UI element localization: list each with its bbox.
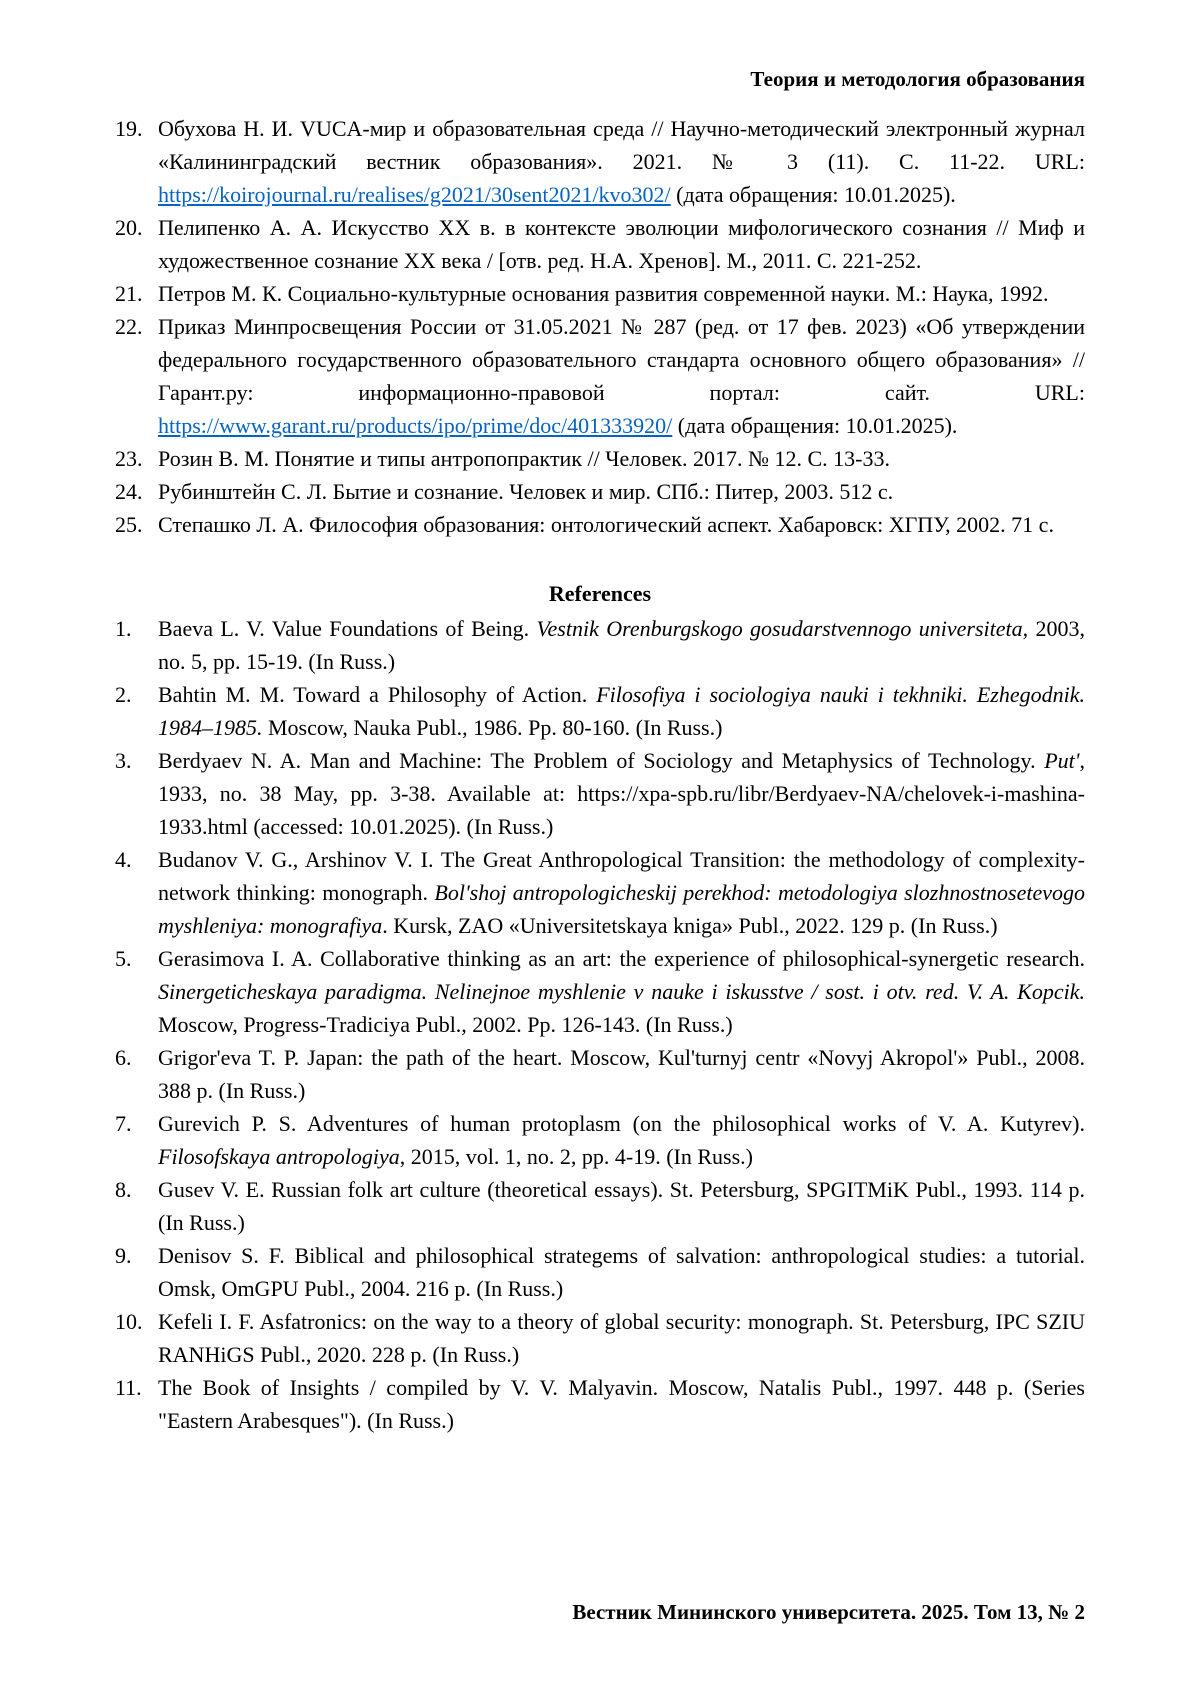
- reference-text-segment: Приказ Минпросвещения России от 31.05.2021 № 287 (ред. от 17 фев. 2023) «Об утверждении федерального государственного образовательного стандарта основного общего образования» // Гарант.ру: информационно-правовой портал: сайт. URL:: [158, 314, 1085, 405]
- reference-number: 9.: [115, 1243, 132, 1268]
- reference-text-segment: Gusev V. E. Russian folk art culture (theoretical essays). St. Petersburg, SPGITMiK Publ., 1993. 114 p. (In Russ.): [158, 1177, 1085, 1235]
- reference-item: [115, 843, 1085, 942]
- reference-text-segment: Moscow, Progress-Tradiciya Publ., 2002. Pp. 126-143. (In Russ.): [158, 1012, 733, 1037]
- reference-number: 8.: [115, 1177, 132, 1202]
- reference-number: 1.: [115, 616, 132, 641]
- reference-source-title: Filosofskaya antropologiya: [158, 1144, 400, 1169]
- reference-text-segment: Grigor'eva T. P. Japan: the path of the heart. Moscow, Kul'turnyj centr «Novyj Akropol'» Publ., 2008. 388 p. (In Russ.): [158, 1045, 1085, 1103]
- reference-text: [158, 1309, 1085, 1367]
- reference-source-title: Put': [1044, 748, 1080, 773]
- reference-text-segment: Gurevich P. S. Adventures of human protoplasm (on the philosophical works of V. A. Kutyrev).: [158, 1111, 1085, 1136]
- reference-number: 20.: [115, 215, 143, 240]
- reference-text: [158, 946, 1085, 1037]
- reference-text-segment: . Kursk, ZAO «Universitetskaya kniga» Publ., 2022. 129 p. (In Russ.): [382, 913, 998, 938]
- reference-number: 23.: [115, 446, 143, 471]
- reference-item: [115, 612, 1085, 678]
- reference-item: [115, 1239, 1085, 1305]
- reference-url-link[interactable]: https://www.garant.ru/products/ipo/prime/doc/401333920/: [158, 413, 673, 438]
- reference-text-segment: (дата обращения: 10.01.2025).: [670, 182, 956, 207]
- reference-text: [158, 512, 1054, 537]
- reference-url-link[interactable]: https://koirojournal.ru/realises/g2021/30sent2021/kvo302/: [158, 182, 671, 207]
- section-header: Теория и методология образования: [750, 67, 1085, 91]
- reference-item: [115, 112, 1085, 211]
- reference-text: [158, 616, 1085, 674]
- reference-text: [158, 1111, 1085, 1169]
- reference-source-title: Filosofiya i sociologiya nauki i tekhniki. Ezhegodnik. 1984–1985.: [158, 682, 1086, 740]
- reference-text: [158, 116, 1085, 207]
- reference-text-segment: Петров М. К. Социально-культурные основания развития современной науки. М.: Наука, 1992.: [158, 281, 1049, 306]
- reference-text-segment: , 2003, no. 5, pp. 15-19. (In Russ.): [158, 616, 1085, 674]
- reference-text-segment: Baeva L. V. Value Foundations of Being.: [158, 616, 537, 641]
- reference-text-segment: Kefeli I. F. Asfatronics: on the way to a theory of global security: monograph. St. Petersburg, IPC SZIU RANHiGS Publ., 2020. 228 p. (In Russ.): [158, 1309, 1085, 1367]
- reference-item: [115, 508, 1085, 541]
- references-heading: References: [548, 581, 652, 606]
- reference-text: [158, 1375, 1085, 1433]
- reference-text-segment: Рубинштейн С. Л. Бытие и сознание. Человек и мир. СПб.: Питер, 2003. 512 с.: [158, 479, 894, 504]
- reference-item: [115, 1107, 1085, 1173]
- reference-number: 4.: [115, 847, 132, 872]
- reference-text: [158, 847, 1085, 938]
- reference-text-segment: (дата обращения: 10.01.2025).: [672, 413, 958, 438]
- reference-text: [158, 314, 1085, 438]
- reference-text-segment: Обухова Н. И. VUCA-мир и образовательная среда // Научно-методический электронный журнал «Калининградский вестник образования». 2021. № 3 (11). С. 11-22. URL:: [158, 116, 1085, 174]
- reference-text-segment: , 2015, vol. 1, no. 2, pp. 4-19. (In Russ.): [399, 1144, 753, 1169]
- page-footer: Вестник Мининского университета. 2025. Том 13, № 2: [572, 1600, 1085, 1624]
- reference-number: 2.: [115, 682, 132, 707]
- reference-text-segment: The Book of Insights / compiled by V. V. Malyavin. Moscow, Natalis Publ., 1997. 448 p. (Series "Eastern Arabesques"). (In Russ.): [158, 1375, 1085, 1433]
- reference-item: [115, 1041, 1085, 1107]
- reference-item: [115, 277, 1085, 310]
- reference-number: 19.: [115, 116, 143, 141]
- reference-list-russian: [115, 112, 1085, 541]
- reference-number: 25.: [115, 512, 143, 537]
- reference-text: [158, 1243, 1085, 1301]
- reference-text-segment: Степашко Л. А. Философия образования: онтологический аспект. Хабаровск: ХГПУ, 2002. 71 с.: [158, 512, 1054, 537]
- reference-text-segment: Пелипенко А. А. Искусство XX в. в контексте эволюции мифологического сознания // Миф и художественное сознание XX века / [отв. ред. Н.А. Хренов]. М., 2011. С. 221-252.: [158, 215, 1085, 273]
- reference-number: 10.: [115, 1309, 143, 1334]
- reference-item: [115, 475, 1085, 508]
- reference-text-segment: Bahtin M. M. Toward a Philosophy of Action.: [158, 682, 597, 707]
- reference-text-segment: Budanov V. G., Arshinov V. I. The Great Anthropological Transition: the methodology of complexity-network thinking: monograph.: [158, 847, 1085, 905]
- reference-number: 21.: [115, 281, 143, 306]
- reference-source-title: Vestnik Orenburgskogo gosudarstvennogo universiteta: [536, 616, 1023, 641]
- reference-text-segment: Berdyaev N. A. Man and Machine: The Problem of Sociology and Metaphysics of Technology.: [158, 748, 1045, 773]
- reference-text: [158, 446, 890, 471]
- reference-number: 6.: [115, 1045, 132, 1070]
- reference-number: 7.: [115, 1111, 132, 1136]
- reference-text-segment: Denisov S. F. Biblical and philosophical strategems of salvation: anthropological studies: a tutorial. Omsk, OmGPU Publ., 2004. 216 p. (In Russ.): [158, 1243, 1085, 1301]
- reference-text: [158, 1177, 1085, 1235]
- reference-number: 22.: [115, 314, 143, 339]
- reference-text: [158, 215, 1085, 273]
- reference-text: [158, 748, 1085, 839]
- reference-item: [115, 211, 1085, 277]
- reference-item: [115, 442, 1085, 475]
- reference-text-segment: Gerasimova I. A. Collaborative thinking as an art: the experience of philosophical-synergetic research.: [158, 946, 1085, 971]
- reference-text: [158, 281, 1049, 306]
- reference-item: [115, 310, 1085, 442]
- reference-number: 11.: [115, 1375, 142, 1400]
- reference-number: 5.: [115, 946, 132, 971]
- reference-text: [158, 479, 893, 504]
- reference-source-title: Bol'shoj antropologicheskij perekhod: metodologiya slozhnostnosetevogo myshleniya: monografiya: [158, 880, 1085, 938]
- reference-number: 24.: [115, 479, 143, 504]
- reference-text: [158, 682, 1085, 740]
- reference-item: [115, 1305, 1085, 1371]
- reference-item: [115, 942, 1085, 1041]
- reference-item: [115, 744, 1085, 843]
- reference-text-segment: Moscow, Nauka Publ., 1986. Pp. 80-160. (In Russ.): [262, 715, 723, 740]
- reference-text-segment: , 1933, no. 38 May, pp. 3-38. Available at: https://xpa-spb.ru/libr/Berdyaev-NA/chelovek-i-mashina-1933.html (accessed: 10.01.2025). (In Russ.): [158, 748, 1085, 839]
- reference-source-title: Sinergeticheskaya paradigma. Nelinejnoe myshlenie v nauke i iskusstve / sost. i otv. red. V. A. Kopcik.: [158, 979, 1085, 1004]
- reference-number: 3.: [115, 748, 132, 773]
- reference-item: [115, 678, 1085, 744]
- reference-item: [115, 1371, 1085, 1437]
- reference-list-english: [115, 612, 1085, 1437]
- reference-item: [115, 1173, 1085, 1239]
- reference-text-segment: Розин В. М. Понятие и типы антропопрактик // Человек. 2017. № 12. С. 13-33.: [158, 446, 890, 471]
- reference-text: [158, 1045, 1085, 1103]
